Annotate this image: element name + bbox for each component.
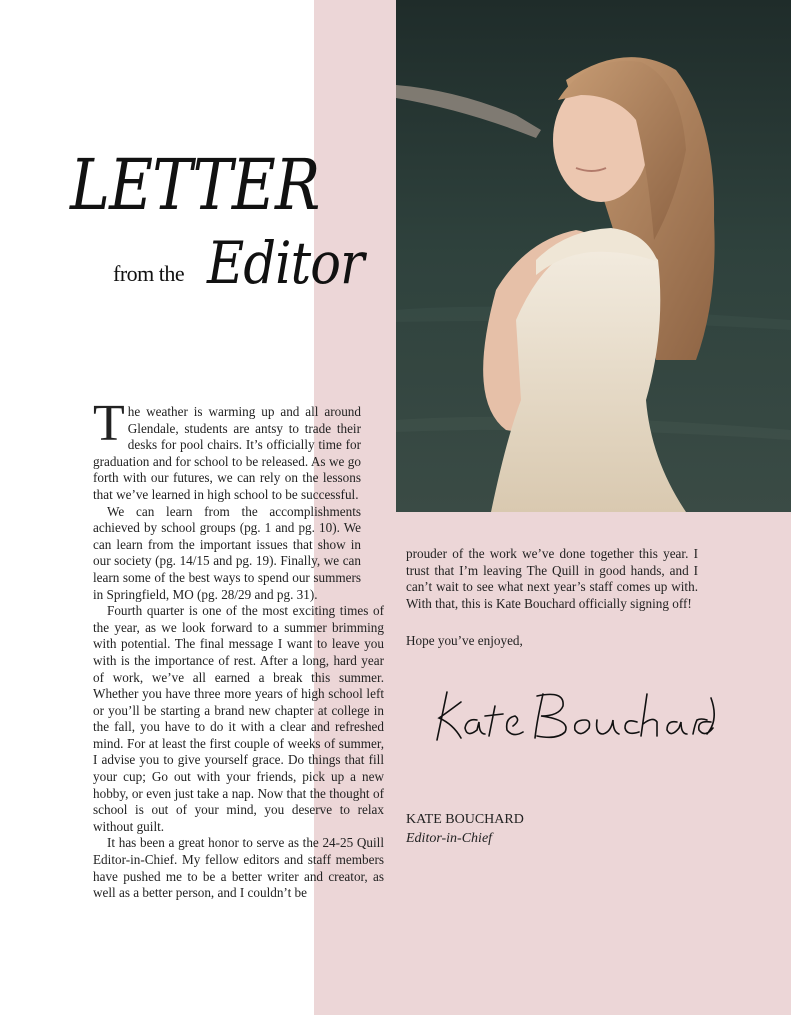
- title-letter: LETTER: [70, 144, 320, 226]
- paragraph-5: prouder of the work we’ve done together this year. I trust that I’m leaving The Quill in good hands, and I can’t wait to see what next year’s staff comes up with. With that, this is Kate Bouchard officially signing off!: [406, 546, 698, 611]
- paragraph-2: We can learn from the accomplishments achieved by school groups (pg. 1 and pg. 10). We can learn from the important issues that show in our society (pg. 14/15 and pg. 19). Finally, we can learn some of the best ways to spend our summers in Springfield, MO (pg. 28/29 and pg. 31).: [93, 503, 361, 602]
- paragraph-3: Fourth quarter is one of the most exciting times of the year, as we look forward to a summer brimming with potential. The final message I want to leave you with is the importance of rest. After a long, hard year of work, we’ve all earned a break this summer. Whether you have three more years of high school left or you’ll be starting a brand new chapter at college in the fall, you have to do it with a clear and refreshed mind. For at least the first couple of weeks of summer, I advise you to give yourself grace. Do things that fill your cup; Go out with your friends, pick up a new hobby, or even just take a nap. Now that the thought of school is out of your mind, you deserve to relax without guilt.: [93, 603, 384, 834]
- title-from-the: from the: [113, 261, 185, 286]
- editor-role: Editor-in-Chief: [406, 831, 493, 846]
- handwritten-signature: [425, 680, 715, 750]
- article-right-column: [406, 546, 698, 612]
- paragraph-1-text: he weather is warming up and all around Glendale, students are antsy to trade their desks for pool chairs. It’s officially time for graduation and for school to be released. As we go forth with our futures, we can rely on the lessons that we’ve learned in high school to be successful.: [93, 404, 361, 502]
- closing-line: Hope you’ve enjoyed,: [406, 633, 523, 648]
- editor-name: KATE BOUCHARD: [406, 812, 524, 827]
- title-editor: Editor: [207, 229, 364, 297]
- article-left-column: [93, 395, 384, 902]
- drop-cap: T: [93, 395, 125, 452]
- paragraph-1: [93, 395, 361, 504]
- paragraph-4: It has been a great honor to serve as the 24-25 Quill Editor-in-Chief. My fellow editors and staff members have pushed me to be a better writer and creator, as well as a better person, and I couldn’t be: [93, 835, 384, 901]
- editor-portrait-photo: [396, 0, 791, 512]
